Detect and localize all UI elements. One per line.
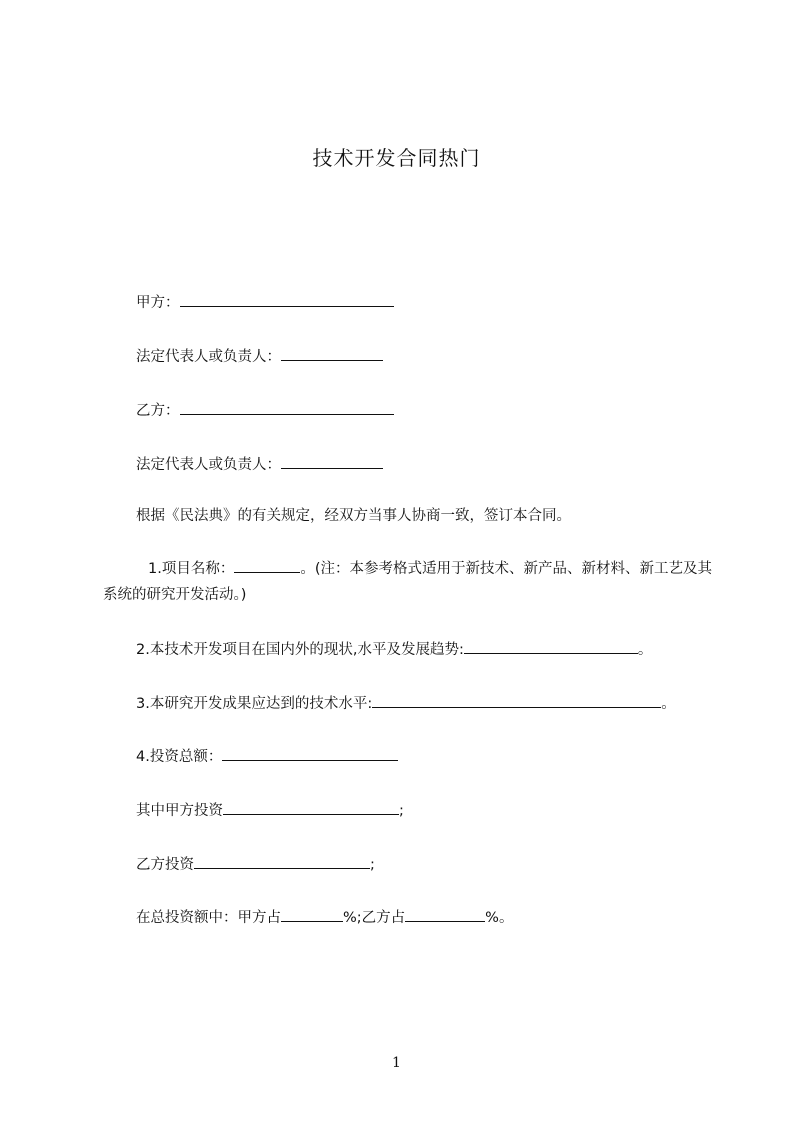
item-3-line (136, 692, 676, 714)
invest-b-suffix: ; (370, 857, 375, 873)
share-prefix: 在总投资额中：甲方占 (136, 910, 281, 926)
party-b-blank[interactable] (180, 399, 394, 415)
item-1-paragraph (103, 556, 718, 608)
share-b-blank[interactable] (405, 906, 485, 922)
page-number: 1 (392, 1055, 401, 1071)
item-2-prefix: 2.本技术开发项目在国内外的现状,水平及发展趋势: (136, 642, 464, 658)
party-a-label: 甲方： (136, 295, 180, 311)
share-mid: %;乙方占 (343, 910, 406, 926)
invest-a-line (136, 799, 404, 821)
rep-a-blank[interactable] (281, 345, 383, 361)
rep-a-line (136, 345, 383, 367)
party-a-line (136, 291, 394, 313)
invest-b-line (136, 853, 375, 875)
preamble: 根据《民法典》的有关规定，经双方当事人协商一致，签订本合同。 (136, 508, 571, 524)
item-2-line (136, 638, 652, 660)
invest-a-blank[interactable] (223, 799, 399, 815)
rep-b-line (136, 453, 383, 475)
party-b-label: 乙方： (136, 403, 180, 419)
item-3-blank[interactable] (372, 692, 661, 708)
item-2-suffix: 。 (637, 642, 653, 658)
item-3-suffix: 。 (661, 696, 676, 712)
share-suffix: %。 (485, 910, 514, 926)
item-4-blank[interactable] (222, 745, 398, 761)
share-a-blank[interactable] (281, 906, 343, 922)
item-4-prefix: 4.投资总额： (136, 749, 223, 765)
item-3-prefix: 3.本研究开发成果应达到的技术水平: (136, 696, 373, 712)
invest-a-prefix: 其中甲方投资 (136, 803, 223, 819)
share-line (136, 906, 513, 928)
rep-b-blank[interactable] (281, 453, 383, 469)
rep-a-label: 法定代表人或负责人： (136, 349, 281, 365)
invest-a-suffix: ; (399, 803, 404, 819)
item-1-prefix: 1.项目名称： (148, 561, 235, 577)
invest-b-prefix: 乙方投资 (136, 857, 194, 873)
rep-b-label: 法定代表人或负责人： (136, 457, 281, 473)
item-1-suffix: 。(注：本参考格式适用于新技术、新产品、新材料、新工艺及其系统的研究开发活动。) (103, 561, 712, 603)
document-title: 技术开发合同热门 (312, 146, 481, 170)
item-4-line (136, 745, 398, 767)
item-1-blank[interactable] (234, 557, 300, 573)
party-a-blank[interactable] (180, 291, 394, 307)
item-2-blank[interactable] (464, 638, 638, 654)
invest-b-blank[interactable] (194, 853, 370, 869)
party-b-line (136, 399, 394, 421)
